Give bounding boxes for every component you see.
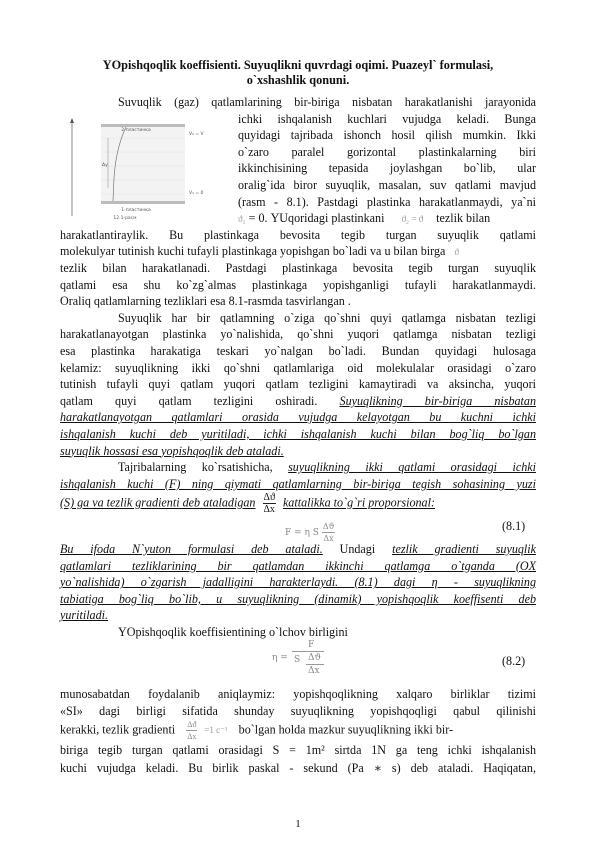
- paragraph-3-line: ishqalanish kuchi (F) ning qiymati qatlamlarning bir-biriga tegish sohasining yuzi: [60, 476, 536, 491]
- paragraph-1-line: molekulyar tutinish kuchi tufayli plastinkaga yopishgan bo`ladi va u bilan birga ϑ: [60, 244, 459, 259]
- y-axis-arrow: [70, 118, 74, 123]
- paragraph-2-line: kelamiz: suyuqlikning ikki qo`shni qatlamlariga oid molekulalar orasidagi o`zaro: [60, 360, 536, 375]
- page-title: YOpishqoqlik koeffisienti. Suyuqlikni quvrdagi oqimi. Puazeyl` formulasi, o`xshashlik qonuni.: [102, 58, 494, 87]
- paragraph-1-wrap-2: quyidagi tajribada ishonch hosil qilish mumkin. Ikki: [238, 128, 536, 143]
- lower-plate-label: 1-пластинка: [121, 208, 151, 213]
- equation-number-8-2: (8.2): [502, 654, 526, 668]
- lower-velocity-label: V₁ = 0: [189, 191, 204, 196]
- definition-line: harakatlanayotgan qatlamlari orasida vujudga kelayotgan bu kuchni ichki: [60, 410, 536, 425]
- paragraph-5-line: YOpishqoqlik koeffisientining o`lchov birligini: [118, 625, 348, 639]
- equation-8-1: F = η S $\frac{\Delta ϑ}{\Delta x}$: [285, 522, 335, 543]
- paragraph-1-last-line: Oraliq qatlamlarning tezliklari esa 8.1-rasmda tasvirlangan .: [60, 294, 351, 309]
- paragraph-4-line: yuritiladi.: [60, 608, 109, 623]
- page-number: 1: [295, 818, 301, 830]
- upper-plate-label: 2-пластинка: [121, 128, 151, 133]
- figure-caption: 12.1-расм: [113, 216, 137, 221]
- paragraph-1-wrap-1: ichki ishqalanish kuchlari vujudga keladi. Bunga: [238, 111, 536, 126]
- paragraph-3-line: Tajribalarning ko`rsatishicha, suyuqlikning ikki qatlami orasidagi ichki: [118, 460, 536, 475]
- paragraph-4-line: yo`nalishida) o`zgarish jadalligini harakterlaydi. (8.1) dagi η - suyuqlikning: [60, 575, 536, 590]
- theta-1-symbol: ϑ₁: [238, 214, 246, 225]
- paragraph-2-line: tutinish tufayli quyi qatlam yuqori qatlam tezligini kamaytiradi va aksincha, yuqori: [60, 377, 536, 392]
- lower-plate: [101, 201, 185, 204]
- paragraph-6-line: kerakki, tezlik gradienti $\frac{\Delta ϑ}{\Delta x} =1$ c⁻¹ bo`lgan holda mazkur suyuqlikning ikki bir-: [60, 720, 454, 741]
- theta-symbol: ϑ: [454, 247, 459, 258]
- equation-number-8-1: (8.1): [502, 519, 526, 533]
- paragraph-4-line: Bu ifoda N`yuton formulasi deb ataladi. Undagi tezlik gradienti suyuqlik: [60, 542, 536, 556]
- paragraph-3-line: (S) ga va tezlik gradienti deb ataladigan $\frac{\Delta ϑ}{\Delta x}$ kattalikka to`g`ri proporsional:: [60, 492, 435, 516]
- paragraph-1-wrap-6: (rasm - 8.1). Pastdagi plastinka harakatlanmaydi, ya`ni: [238, 194, 536, 209]
- paragraph-1-wrap-7: ϑ₁ = 0. YUqoridagi plastinkani ϑ₂ = ϑ tezlik bilan: [238, 211, 491, 226]
- paragraph-6-line: munosabatdan foydalanib aniqlaymiz: yopishqoqlikning xalqaro birliklar tizimi: [60, 687, 536, 701]
- paragraph-2-line: harakatlanayotgan plastinka yo`nalishida, qo`shni yuqori qatlamga nisbatan tezligi: [60, 327, 536, 342]
- paragraph-1-wrap-4: ikkinchisining tepasida joylashgan bo`lib, ular: [238, 161, 536, 176]
- equation-8-2: η = F S Δϑ Δx: [272, 640, 362, 680]
- paragraph-6-line: kuchi vujudga keladi. Bu birlik paskal - sekund (Pa ∗ s) deb ataladi. Haqiqatan,: [60, 761, 536, 775]
- paragraph-2-line: Suyuqlik har bir qatlamning o`ziga qo`shni quyi qatlamga nisbatan tezligi: [118, 310, 536, 325]
- plates-figure: [68, 118, 233, 222]
- paragraph-1-wrap-5: oralig`ida biror suyuqlik, masalan, suv qatlami mavjud: [238, 178, 536, 192]
- paragraph-1-line: tezlik bilan harakatlanadi. Pastdagi plastinkaga bevosita tegib turgan suyuqlik: [60, 261, 536, 275]
- theta-2-symbol: ϑ₂ = ϑ: [401, 214, 424, 225]
- upper-velocity-label: V₂ = V: [189, 132, 204, 137]
- paragraph-6-line: biriga tegib turgan qatlami orasidagi S = 1m² sirtda 1N ga teng ichki ishqalanish: [60, 743, 536, 757]
- paragraph-1-line: qatlami esa shu ko`zg`almas plastinkaga yopishganligi tufayli harakatlanmaydi.: [60, 277, 536, 292]
- paragraph-6-line: «SI» dagi birligi sifatida shunday suyuqlikning yopishqoqligi qabul qilinishi: [60, 703, 536, 718]
- definition-line: ishqalanish kuchi deb yuritiladi, ichki ishqalanish kuchi bilan bog`liq bo`lgan: [60, 427, 536, 441]
- paragraph-4-line: qatlamlari tezliklarining bir qatlamdan ikkinchi qatlamga o`tganda (OX: [60, 558, 536, 573]
- gap-label: Δy: [102, 163, 108, 168]
- paragraph-2-line: qatlam quyi qatlam tezligini oshiradi. Suyuqlikning bir-biriga nisbatan: [60, 393, 537, 408]
- velocity-gradient-fraction: $\frac{\Delta ϑ}{\Delta x}$: [263, 492, 275, 516]
- upper-plate: [101, 124, 185, 127]
- paragraph-2-line: esa plastinka harakatiga teskari yo`nalgan bo`ladi. Bundan quyidagi hulosaga: [60, 344, 536, 358]
- paragraph-1-first-line: Suvuqlik (gaz) qatlamlarining bir-biriga nisbatan harakatlanishi jarayonida: [118, 95, 536, 109]
- gradient-fraction: $\frac{\Delta ϑ}{\Delta x}$: [187, 720, 197, 741]
- paragraph-4-line: tabiatiga bog`liq bo`lib, u suyuqlikning (dinamik) yopishqoqlik koeffisenti deb: [60, 591, 536, 606]
- paragraph-1-line: harakatlantiraylik. Bu plastinkaga bevosita tegib turgan suyuqlik qatlami: [60, 227, 536, 242]
- paragraph-1-wrap-3: o`zaro paralel gorizontal plastinkalarning biri: [238, 144, 536, 159]
- definition-line: suyuqlik hossasi esa yopishqoqlik deb ataladi.: [60, 443, 284, 458]
